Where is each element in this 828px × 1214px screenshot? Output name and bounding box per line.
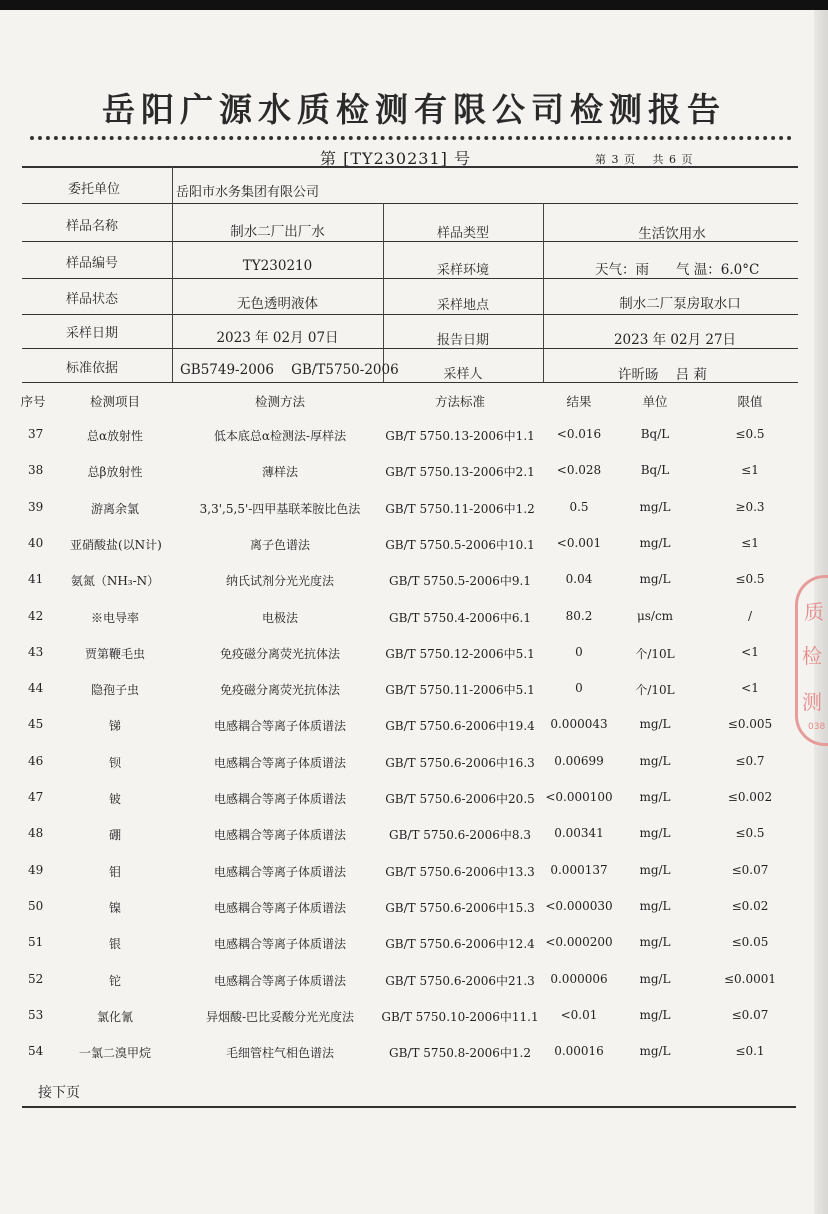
env-weather: 天气：雨	[595, 262, 649, 278]
cell-standard: GB/T 5750.6-2006中16.3	[385, 755, 535, 770]
header-method: 检测方法	[254, 394, 305, 409]
cell-unit: 个/10L	[635, 646, 675, 661]
table-row	[0, 790, 828, 826]
cell-no: 50	[28, 898, 44, 913]
cell-limit: ≤0.1	[735, 1044, 765, 1059]
cell-result: 0.5	[569, 499, 589, 514]
cell-result: 0.00341	[554, 826, 604, 841]
cell-limit: ≤0.05	[731, 935, 769, 950]
state-value: 无色透明液体	[237, 296, 318, 312]
cell-method: 电感耦合等离子体质谱法	[213, 864, 346, 879]
cell-limit: ≤0.7	[735, 753, 765, 768]
title-divider	[30, 136, 792, 140]
cell-standard: GB/T 5750.5-2006中9.1	[389, 574, 531, 589]
cell-unit: mg/L	[639, 790, 671, 804]
cell-method: 电感耦合等离子体质谱法	[213, 719, 346, 734]
page-info	[595, 151, 706, 167]
env-label: 采样环境	[436, 263, 489, 278]
cell-limit: ≤0.5	[735, 826, 765, 841]
cell-limit: ≤0.002	[727, 790, 773, 804]
red-seal-stamp	[795, 575, 828, 746]
date-label: 采样日期	[66, 326, 119, 341]
client-value: 岳阳市水务集团有限公司	[176, 185, 320, 200]
table-header	[0, 392, 828, 428]
standard-value: GB5749-2006 GB/T5750-2006	[180, 362, 399, 378]
cell-method: 异烟酸-巴比妥酸分光光度法	[205, 1009, 355, 1024]
cell-method: 电感耦合等离子体质谱法	[213, 755, 346, 770]
cell-standard: GB/T 5750.11-2006中1.2	[385, 501, 535, 516]
cell-standard: GB/T 5750.10-2006中11.1	[381, 1009, 539, 1024]
sample-name-label: 样品名称	[66, 219, 119, 234]
table-row	[0, 427, 828, 463]
table-row	[0, 463, 828, 499]
cell-result: 0.000043	[550, 717, 608, 732]
info-line	[22, 278, 798, 279]
top-scan-border	[0, 0, 828, 10]
cell-result: 0.00699	[554, 753, 604, 768]
cell-unit: mg/L	[639, 535, 671, 550]
cell-limit: ≤1	[741, 463, 759, 478]
cell-standard: GB/T 5750.4-2006中6.1	[389, 610, 531, 625]
cell-no: 48	[28, 826, 44, 841]
cell-method: 离子色谱法	[249, 537, 310, 552]
stamp-char: 测	[802, 690, 822, 714]
table-row	[0, 500, 828, 536]
cell-no: 46	[28, 753, 44, 768]
cell-limit: ≤0.07	[731, 1007, 769, 1022]
cell-no: 42	[28, 608, 44, 623]
cell-standard: GB/T 5750.8-2006中1.2	[389, 1046, 531, 1061]
header-limit: 限值	[737, 394, 763, 409]
state-label: 样品状态	[66, 292, 119, 307]
cell-unit: mg/L	[639, 1044, 671, 1059]
cell-result: <0.000030	[545, 898, 613, 913]
table-row	[0, 972, 828, 1008]
cell-unit: mg/L	[639, 826, 671, 841]
page-total: 共 6 页	[652, 153, 694, 166]
cell-no: 45	[28, 717, 44, 732]
cell-standard: GB/T 5750.6-2006中21.3	[385, 973, 535, 988]
cell-item: 钼	[108, 864, 121, 879]
cell-unit: mg/L	[639, 572, 671, 587]
cell-item: 钡	[108, 755, 121, 770]
cell-no: 43	[28, 644, 44, 659]
cell-no: 40	[28, 535, 44, 550]
cell-unit: Bq/L	[640, 463, 670, 478]
stamp-char: 检	[802, 644, 822, 668]
cell-limit: ≤1	[741, 535, 759, 550]
cell-method: 免疫磁分离荧光抗体法	[219, 646, 340, 661]
cell-result: 0.00016	[554, 1044, 604, 1059]
cell-standard: GB/T 5750.6-2006中15.3	[385, 900, 535, 915]
cell-no: 37	[28, 427, 44, 441]
cell-standard: GB/T 5750.6-2006中12.4	[385, 937, 535, 952]
cell-standard: GB/T 5750.12-2006中5.1	[385, 646, 535, 661]
cell-standard: GB/T 5750.5-2006中10.1	[385, 537, 535, 552]
header-no: 序号	[20, 394, 46, 409]
sample-type-value: 生活饮用水	[638, 226, 706, 242]
cell-unit: mg/L	[639, 717, 671, 732]
header-standard: 方法标准	[434, 394, 485, 409]
cell-item: 铊	[108, 973, 121, 988]
stamp-number: 038	[808, 722, 826, 732]
stamp-char: 质	[804, 600, 824, 624]
table-row	[0, 609, 828, 645]
cell-method: 电感耦合等离子体质谱法	[213, 973, 346, 988]
report-title: 岳阳广源水质检测有限公司检测报告	[102, 90, 726, 129]
cell-no: 39	[28, 499, 44, 514]
cell-limit: <1	[741, 681, 759, 696]
page-bottom-rule	[22, 1106, 796, 1108]
cell-item: ※电导率	[90, 610, 139, 625]
page-current: 第 3 页	[595, 153, 636, 166]
cell-result: <0.000100	[545, 790, 613, 804]
info-top-border	[22, 166, 798, 168]
cell-no: 41	[28, 572, 44, 587]
cell-item: 一氯二溴甲烷	[78, 1046, 151, 1061]
table-row	[0, 863, 828, 899]
cell-no: 52	[28, 971, 44, 986]
standard-label: 标准依据	[66, 361, 119, 376]
cell-result: <0.001	[556, 535, 602, 550]
cell-limit: /	[747, 608, 753, 623]
cell-limit: ≥0.3	[735, 499, 765, 514]
cell-method: 电感耦合等离子体质谱法	[213, 900, 346, 915]
cell-method: 低本底总α检测法-厚样法	[213, 429, 347, 443]
table-row	[0, 935, 828, 971]
table-row	[0, 826, 828, 862]
header-result: 结果	[566, 394, 592, 409]
cell-result: 0.04	[565, 572, 593, 587]
cell-no: 47	[28, 790, 44, 804]
info-line	[22, 314, 798, 315]
cell-standard: GB/T 5750.6-2006中19.4	[385, 719, 535, 734]
date-value: 2023 年 02月 07日	[216, 330, 339, 346]
location-value: 制水二厂泵房取水口	[619, 296, 741, 312]
cell-standard: GB/T 5750.6-2006中20.5	[385, 792, 535, 806]
cell-limit: ≤0.5	[735, 572, 765, 587]
cell-standard: GB/T 5750.6-2006中13.3	[385, 864, 535, 879]
cell-item: 贾第鞭毛虫	[84, 646, 145, 661]
cell-method: 毛细管柱气相色谱法	[225, 1046, 334, 1061]
cell-item: 银	[108, 937, 121, 952]
table-row	[0, 572, 828, 608]
cell-item: 铍	[108, 792, 121, 806]
cell-no: 51	[28, 935, 44, 950]
cell-no: 38	[28, 463, 44, 478]
info-col-divider	[172, 166, 173, 382]
info-line	[22, 348, 798, 349]
cell-unit: mg/L	[639, 499, 671, 514]
header-unit: 单位	[642, 394, 668, 409]
sampler-value: 许昕旸 吕 莉	[618, 367, 707, 383]
table-row	[0, 717, 828, 753]
table-row	[0, 681, 828, 717]
cell-item: 游离余氯	[90, 501, 139, 516]
cell-limit: ≤0.005	[727, 717, 773, 732]
header-item: 检测项目	[89, 394, 140, 409]
continue-note: 接下页	[38, 1085, 80, 1101]
cell-method: 电感耦合等离子体质谱法	[213, 937, 346, 952]
cell-item: 总α放射性	[86, 429, 144, 443]
cell-result: 0	[575, 644, 583, 659]
cell-limit: <1	[741, 644, 759, 659]
cell-no: 49	[28, 862, 44, 877]
sample-type-label: 样品类型	[436, 226, 489, 241]
cell-item: 隐孢子虫	[90, 683, 139, 698]
cell-unit: mg/L	[639, 1007, 671, 1022]
cell-unit: μs/cm	[636, 608, 674, 623]
cell-standard: GB/T 5750.11-2006中5.1	[385, 683, 535, 698]
cell-no: 54	[28, 1044, 44, 1059]
cell-result: <0.028	[556, 463, 602, 478]
cell-unit: 个/10L	[635, 683, 675, 698]
cell-method: 免疫磁分离荧光抗体法	[219, 683, 340, 698]
cell-item: 氨氮（NH₃-N）	[70, 574, 160, 589]
cell-unit: mg/L	[639, 935, 671, 950]
cell-limit: ≤0.5	[735, 427, 765, 441]
info-col-divider	[543, 203, 544, 382]
client-label: 委托单位	[68, 182, 121, 197]
cell-unit: mg/L	[639, 862, 671, 877]
cell-unit: mg/L	[639, 898, 671, 913]
table-row	[0, 899, 828, 935]
cell-item: 总β放射性	[87, 465, 143, 480]
cell-method: 薄样法	[261, 465, 298, 480]
sample-no-value: TY230210	[242, 258, 313, 274]
report-date-value: 2023 年 02月 27日	[613, 332, 737, 348]
cell-limit: ≤0.0001	[723, 971, 777, 986]
cell-result: 0.000137	[550, 862, 608, 877]
cell-limit: ≤0.02	[731, 898, 769, 913]
table-row	[0, 1008, 828, 1044]
cell-result: <0.01	[560, 1007, 598, 1022]
table-row	[0, 645, 828, 681]
cell-standard: GB/T 5750.13-2006中1.1	[385, 429, 535, 443]
cell-method: 3,3',5,5'-四甲基联苯胺比色法	[199, 501, 361, 516]
location-label: 采样地点	[436, 298, 489, 313]
cell-item: 氯化氰	[96, 1009, 133, 1024]
cell-limit: ≤0.07	[731, 862, 769, 877]
cell-result: 80.2	[565, 608, 593, 623]
cell-method: 电感耦合等离子体质谱法	[213, 828, 346, 843]
info-line	[22, 203, 798, 204]
table-row	[0, 536, 828, 572]
cell-item: 锑	[108, 719, 121, 734]
cell-no: 53	[28, 1007, 44, 1022]
env-temp: 气 温：6.0°C	[676, 262, 760, 278]
cell-item: 亚硝酸盐(以N计)	[70, 537, 162, 552]
report-date-label: 报告日期	[436, 333, 489, 348]
cell-unit: mg/L	[639, 971, 671, 986]
sample-no-label: 样品编号	[66, 256, 119, 271]
cell-result: 0.000006	[550, 971, 608, 986]
cell-item: 硼	[108, 828, 121, 843]
cell-no: 44	[28, 681, 44, 696]
table-row	[0, 1044, 828, 1080]
cell-result: <0.000200	[545, 935, 613, 950]
cell-unit: Bq/L	[640, 427, 670, 441]
cell-method: 纳氏试剂分光光度法	[225, 574, 334, 589]
sampler-label: 采样人	[443, 367, 483, 382]
cell-method: 电感耦合等离子体质谱法	[213, 792, 346, 806]
cell-item: 镍	[108, 900, 121, 915]
cell-method: 电极法	[261, 610, 298, 625]
cell-result: <0.016	[556, 427, 602, 441]
cell-result: 0	[575, 681, 583, 696]
cell-unit: mg/L	[639, 753, 671, 768]
table-row	[0, 754, 828, 790]
cell-standard: GB/T 5750.6-2006中8.3	[389, 828, 531, 843]
report-number: 第 [TY230231] 号	[320, 149, 471, 168]
cell-standard: GB/T 5750.13-2006中2.1	[385, 465, 535, 480]
sample-name-value: 制水二厂出厂水	[230, 224, 325, 240]
